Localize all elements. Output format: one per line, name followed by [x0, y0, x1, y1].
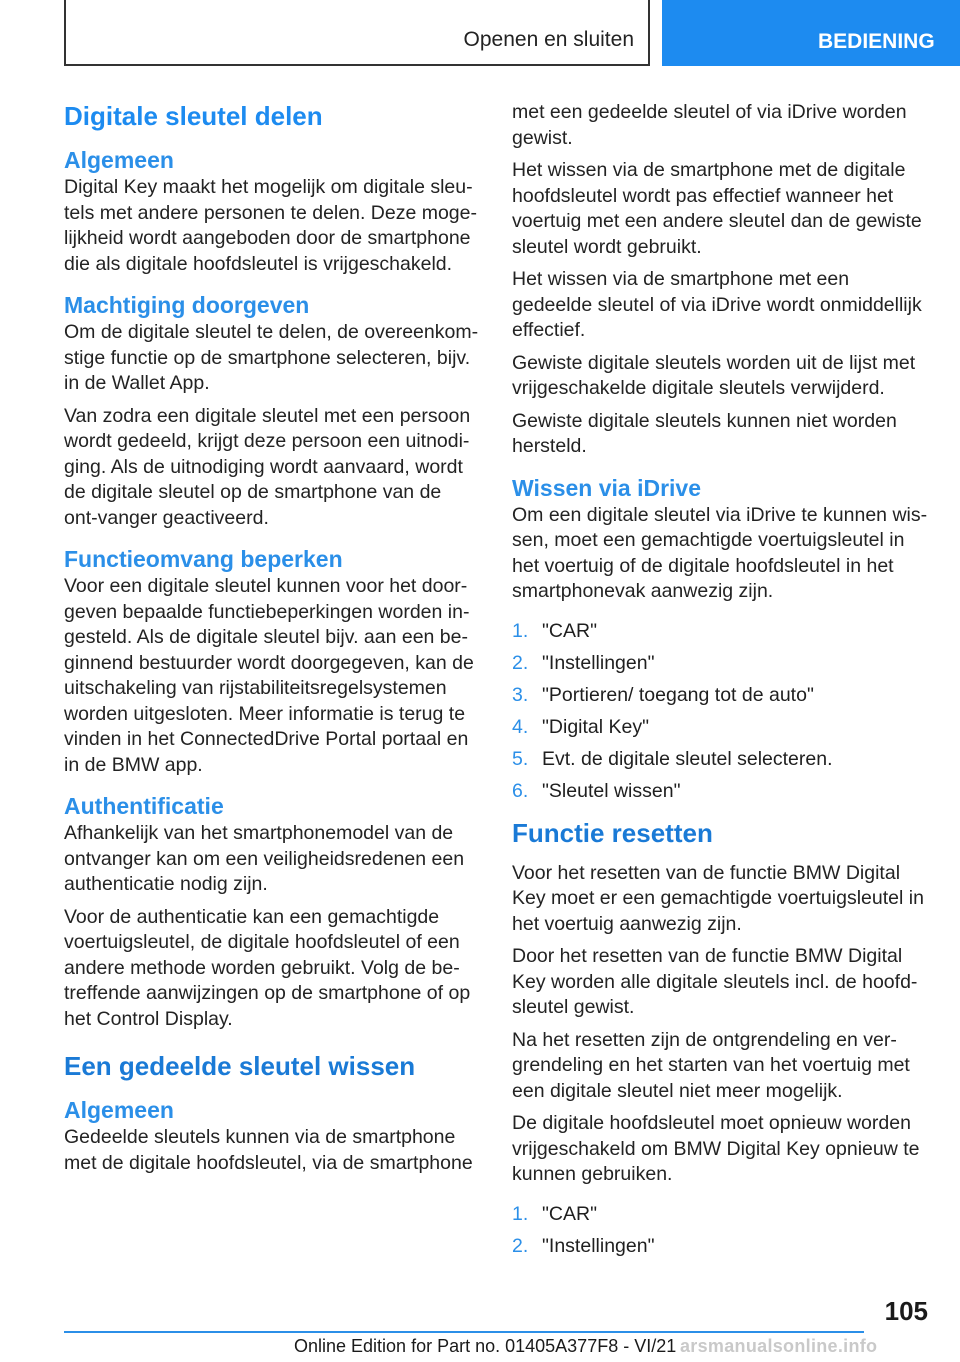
header-section-box: [64, 0, 650, 66]
step-number: 6.: [512, 779, 529, 802]
step-text: "Instellingen": [542, 1234, 655, 1257]
paragraph: Afhankelijk van het smartphonemodel van de ontvanger kan om een veiligheidsredenen een authenticatie nodig zijn.: [64, 822, 465, 895]
left-column: [64, 100, 480, 1183]
paragraph: Digital Key maakt het mogelijk om digitale sleu-tels met andere personen te delen. Deze moge-lijkheid wordt aangeboden door de smartphone die als digitale hoofdsleutel is vrijgeschakeld.: [64, 176, 477, 275]
steps-list-resetten: [512, 1198, 932, 1262]
step-text: Evt. de digitale sleutel selecteren.: [542, 747, 833, 770]
footer-watermark: arsmanualsonline.info: [680, 1336, 878, 1356]
page-header: [0, 0, 960, 66]
subheading-authentificatie: Authentificatie: [64, 793, 224, 819]
paragraph: Gedeelde sleutels kunnen via de smartphone met de digitale hoofdsleutel, via de smartphone: [64, 1126, 473, 1174]
list-item: [512, 647, 932, 679]
right-column: [512, 100, 932, 1272]
step-number: 3.: [512, 683, 529, 706]
footer-divider: [64, 1331, 864, 1333]
step-number: 5.: [512, 747, 529, 770]
step-text: "Sleutel wissen": [542, 779, 681, 802]
subheading-machtiging-doorgeven: Machtiging doorgeven: [64, 292, 310, 318]
step-number: 1.: [512, 1202, 529, 1225]
heading-functie-resetten: Functie resetten: [512, 817, 713, 848]
step-text: "CAR": [542, 1202, 598, 1225]
paragraph: De digitale hoofdsleutel moet opnieuw worden vrijgeschakeld om BMW Digital Key opnieuw te kunnen gebruiken.: [512, 1112, 920, 1185]
list-item: [512, 1230, 932, 1262]
heading-digitale-sleutel-delen: Digitale sleutel delen: [64, 101, 323, 131]
paragraph: Voor het resetten van de functie BMW Digital Key moet er een gemachtigde voertuigsleutel in het voertuig aanwezig zijn.: [512, 861, 924, 935]
paragraph: Gewiste digitale sleutels kunnen niet worden hersteld.: [512, 409, 897, 457]
subheading-functieomvang-beperken: Functieomvang beperken: [64, 546, 343, 572]
list-item: [512, 679, 932, 711]
paragraph: Het wissen via de smartphone met een gedeelde sleutel of via iDrive wordt onmiddellijk effectief.: [512, 268, 922, 341]
list-item: [512, 1198, 932, 1230]
paragraph: Na het resetten zijn de ontgrendeling en ver-grendeling en het starten van het voertuig met een digitale sleutel niet meer mogelijk.: [512, 1028, 910, 1102]
step-text: "Digital Key": [542, 715, 650, 738]
list-item: [512, 615, 932, 647]
heading-gedeelde-sleutel-wissen: Een gedeelde sleutel wissen: [64, 1051, 416, 1081]
footer-edition: Online Edition for Part no. 01405A377F8 - VI/21: [294, 1336, 677, 1356]
page-number: 105: [884, 1296, 928, 1326]
step-text: "Portieren/ toegang tot de auto": [542, 683, 814, 706]
steps-list-wissen: [512, 615, 932, 807]
paragraph: Door het resetten van de functie BMW Digital Key worden alle digitale sleutels incl. de hoofd-sleutel gewist.: [512, 945, 918, 1018]
step-text: "CAR": [542, 619, 598, 642]
header-section-title: Openen en sluiten: [463, 28, 634, 51]
step-number: 4.: [512, 715, 529, 738]
paragraph: Om een digitale sleutel via iDrive te kunnen wis-sen, moet een gemachtigde voertuigsleutel in het voertuig of de digitale hoofdsleutel in het smartphonevak aanwezig zijn.: [512, 503, 928, 602]
paragraph: Voor een digitale sleutel kunnen voor het door-geven bepaalde functiebeperkingen worden in-gesteld. Als de digitale sleutel bijv. aan een be-ginnend bestuurder wordt doorgegeven, kan de uitschakeling van rijstabiliteitsregelsystemen worden uitgesloten. Meer informatie is terug te vinden in het ConnectedDrive Portal portaal en in de BMW app.: [64, 575, 474, 776]
paragraph: met een gedeelde sleutel of via iDrive worden gewist.: [512, 101, 907, 149]
step-number: 2.: [512, 651, 529, 674]
list-item: [512, 743, 932, 775]
step-text: "Instellingen": [542, 651, 655, 674]
subheading-wissen-via-idrive: Wissen via iDrive: [512, 474, 701, 501]
subheading-algemeen-2: Algemeen: [64, 1097, 174, 1123]
header-chapter-title: BEDIENING: [818, 30, 935, 53]
paragraph: Het wissen via de smartphone met de digitale hoofdsleutel wordt pas effectief wanneer het voertuig met een andere sleutel dan de gewiste sleutel wordt gebruikt.: [512, 159, 922, 258]
paragraph: Voor de authenticatie kan een gemachtigde voertuigsleutel, de digitale hoofdsleutel of een andere methode worden gebruikt. Volg de be-treffende aanwijzingen op de smartphone of op het Control Display.: [64, 905, 471, 1030]
paragraph: Gewiste digitale sleutels worden uit de lijst met vrijgeschakelde digitale sleutels verwijderd.: [512, 351, 916, 399]
step-number: 2.: [512, 1234, 529, 1257]
paragraph: Van zodra een digitale sleutel met een persoon wordt gedeeld, krijgt deze persoon een uitnodi-ging. Als de uitnodiging wordt aanvaard, wordt de digitale sleutel op de smartphone van de ont-vanger geactiveerd.: [64, 404, 471, 529]
list-item: [512, 711, 932, 743]
subheading-algemeen: Algemeen: [64, 147, 174, 173]
step-number: 1.: [512, 619, 529, 642]
list-item: [512, 775, 932, 807]
paragraph: Om de digitale sleutel te delen, de overeenkom-stige functie op de smartphone selecteren, bijv. in de Wallet App.: [64, 321, 479, 394]
header-chapter-tab: [662, 0, 960, 66]
